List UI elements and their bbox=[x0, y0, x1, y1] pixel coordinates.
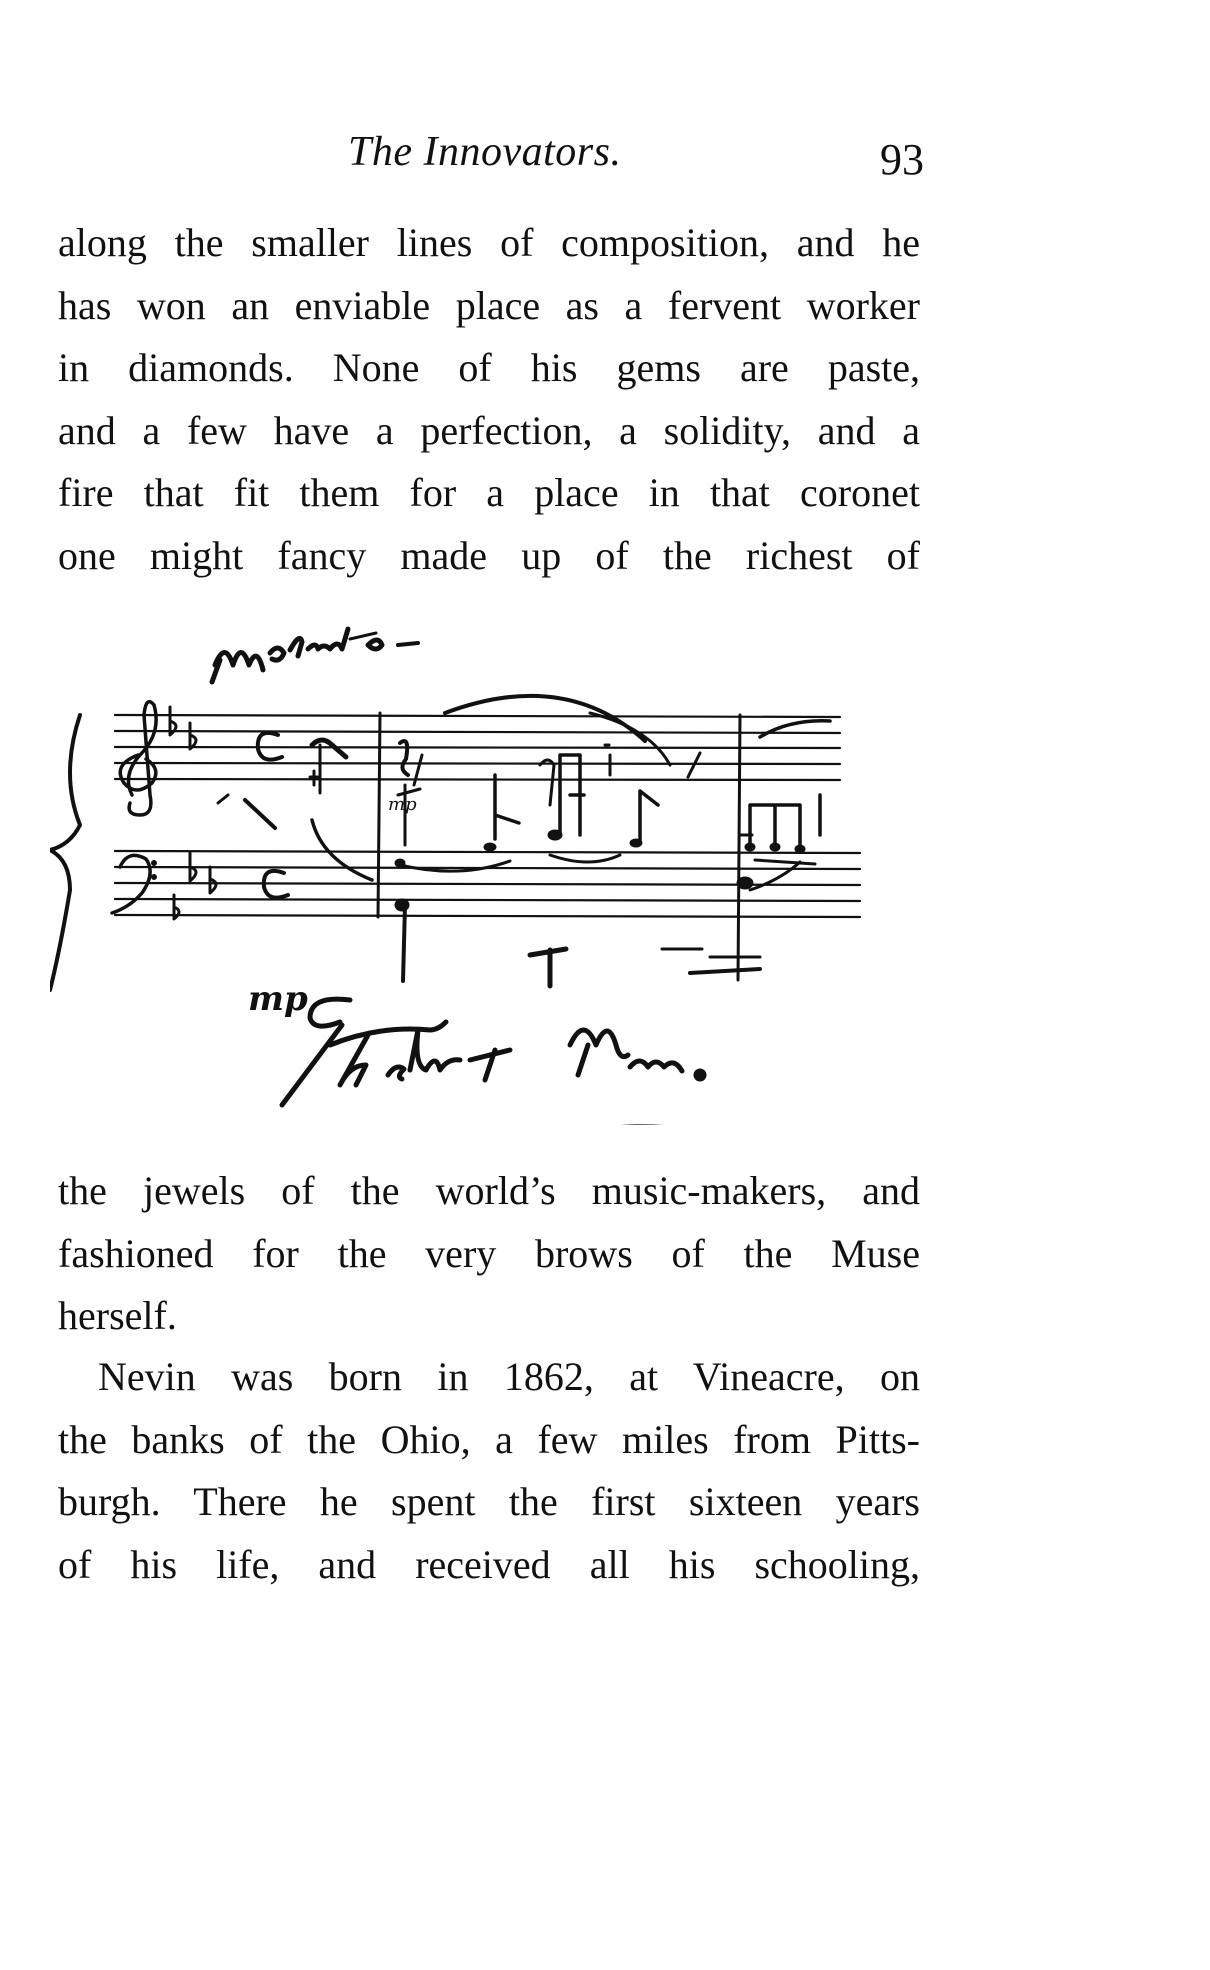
text-line: Nevin was born in 1862, at Vineacre, on bbox=[98, 1354, 920, 1399]
text-line: fashioned for the very brows of the Muse bbox=[58, 1230, 920, 1276]
treble-clef bbox=[120, 702, 156, 815]
text-line: of his life, and received all his schooling, bbox=[58, 1541, 920, 1587]
text-line: in diamonds. None of his gems are paste, bbox=[58, 345, 920, 390]
system-brace bbox=[50, 715, 80, 990]
text-line: has won an enviable place as a fervent worker bbox=[58, 282, 920, 328]
page-number: 93 bbox=[880, 135, 924, 184]
text-line: one might fancy made up of the richest of bbox=[58, 532, 920, 578]
running-title: The Innovators. bbox=[348, 129, 622, 175]
text-line: along the smaller lines of composition, and he bbox=[58, 220, 920, 265]
text-line: and a few have a perfection, a solidity, and a bbox=[58, 407, 920, 453]
treble-staff bbox=[115, 715, 840, 780]
running-head bbox=[0, 128, 1210, 188]
paragraph-middle bbox=[58, 1160, 920, 1348]
svg-text:mp: mp bbox=[388, 794, 417, 815]
barlines bbox=[378, 713, 740, 980]
music-manuscript-figure bbox=[50, 605, 930, 1125]
text-line: burgh. There he spent the first sixteen years bbox=[58, 1479, 920, 1524]
text-line: the jewels of the world’s music-makers, and bbox=[58, 1168, 920, 1213]
bass-clef bbox=[112, 855, 150, 913]
tempo-marking-script bbox=[212, 629, 418, 682]
signature-script bbox=[282, 999, 704, 1105]
paragraph-top bbox=[58, 212, 920, 587]
text-line: the banks of the Ohio, a few miles from Pitts- bbox=[58, 1416, 920, 1462]
text-line: herself. bbox=[58, 1293, 177, 1338]
paragraph-bottom bbox=[58, 1346, 920, 1596]
text-line: fire that fit them for a place in that coronet bbox=[58, 470, 920, 515]
dynamic-marking: mp bbox=[248, 979, 308, 1019]
